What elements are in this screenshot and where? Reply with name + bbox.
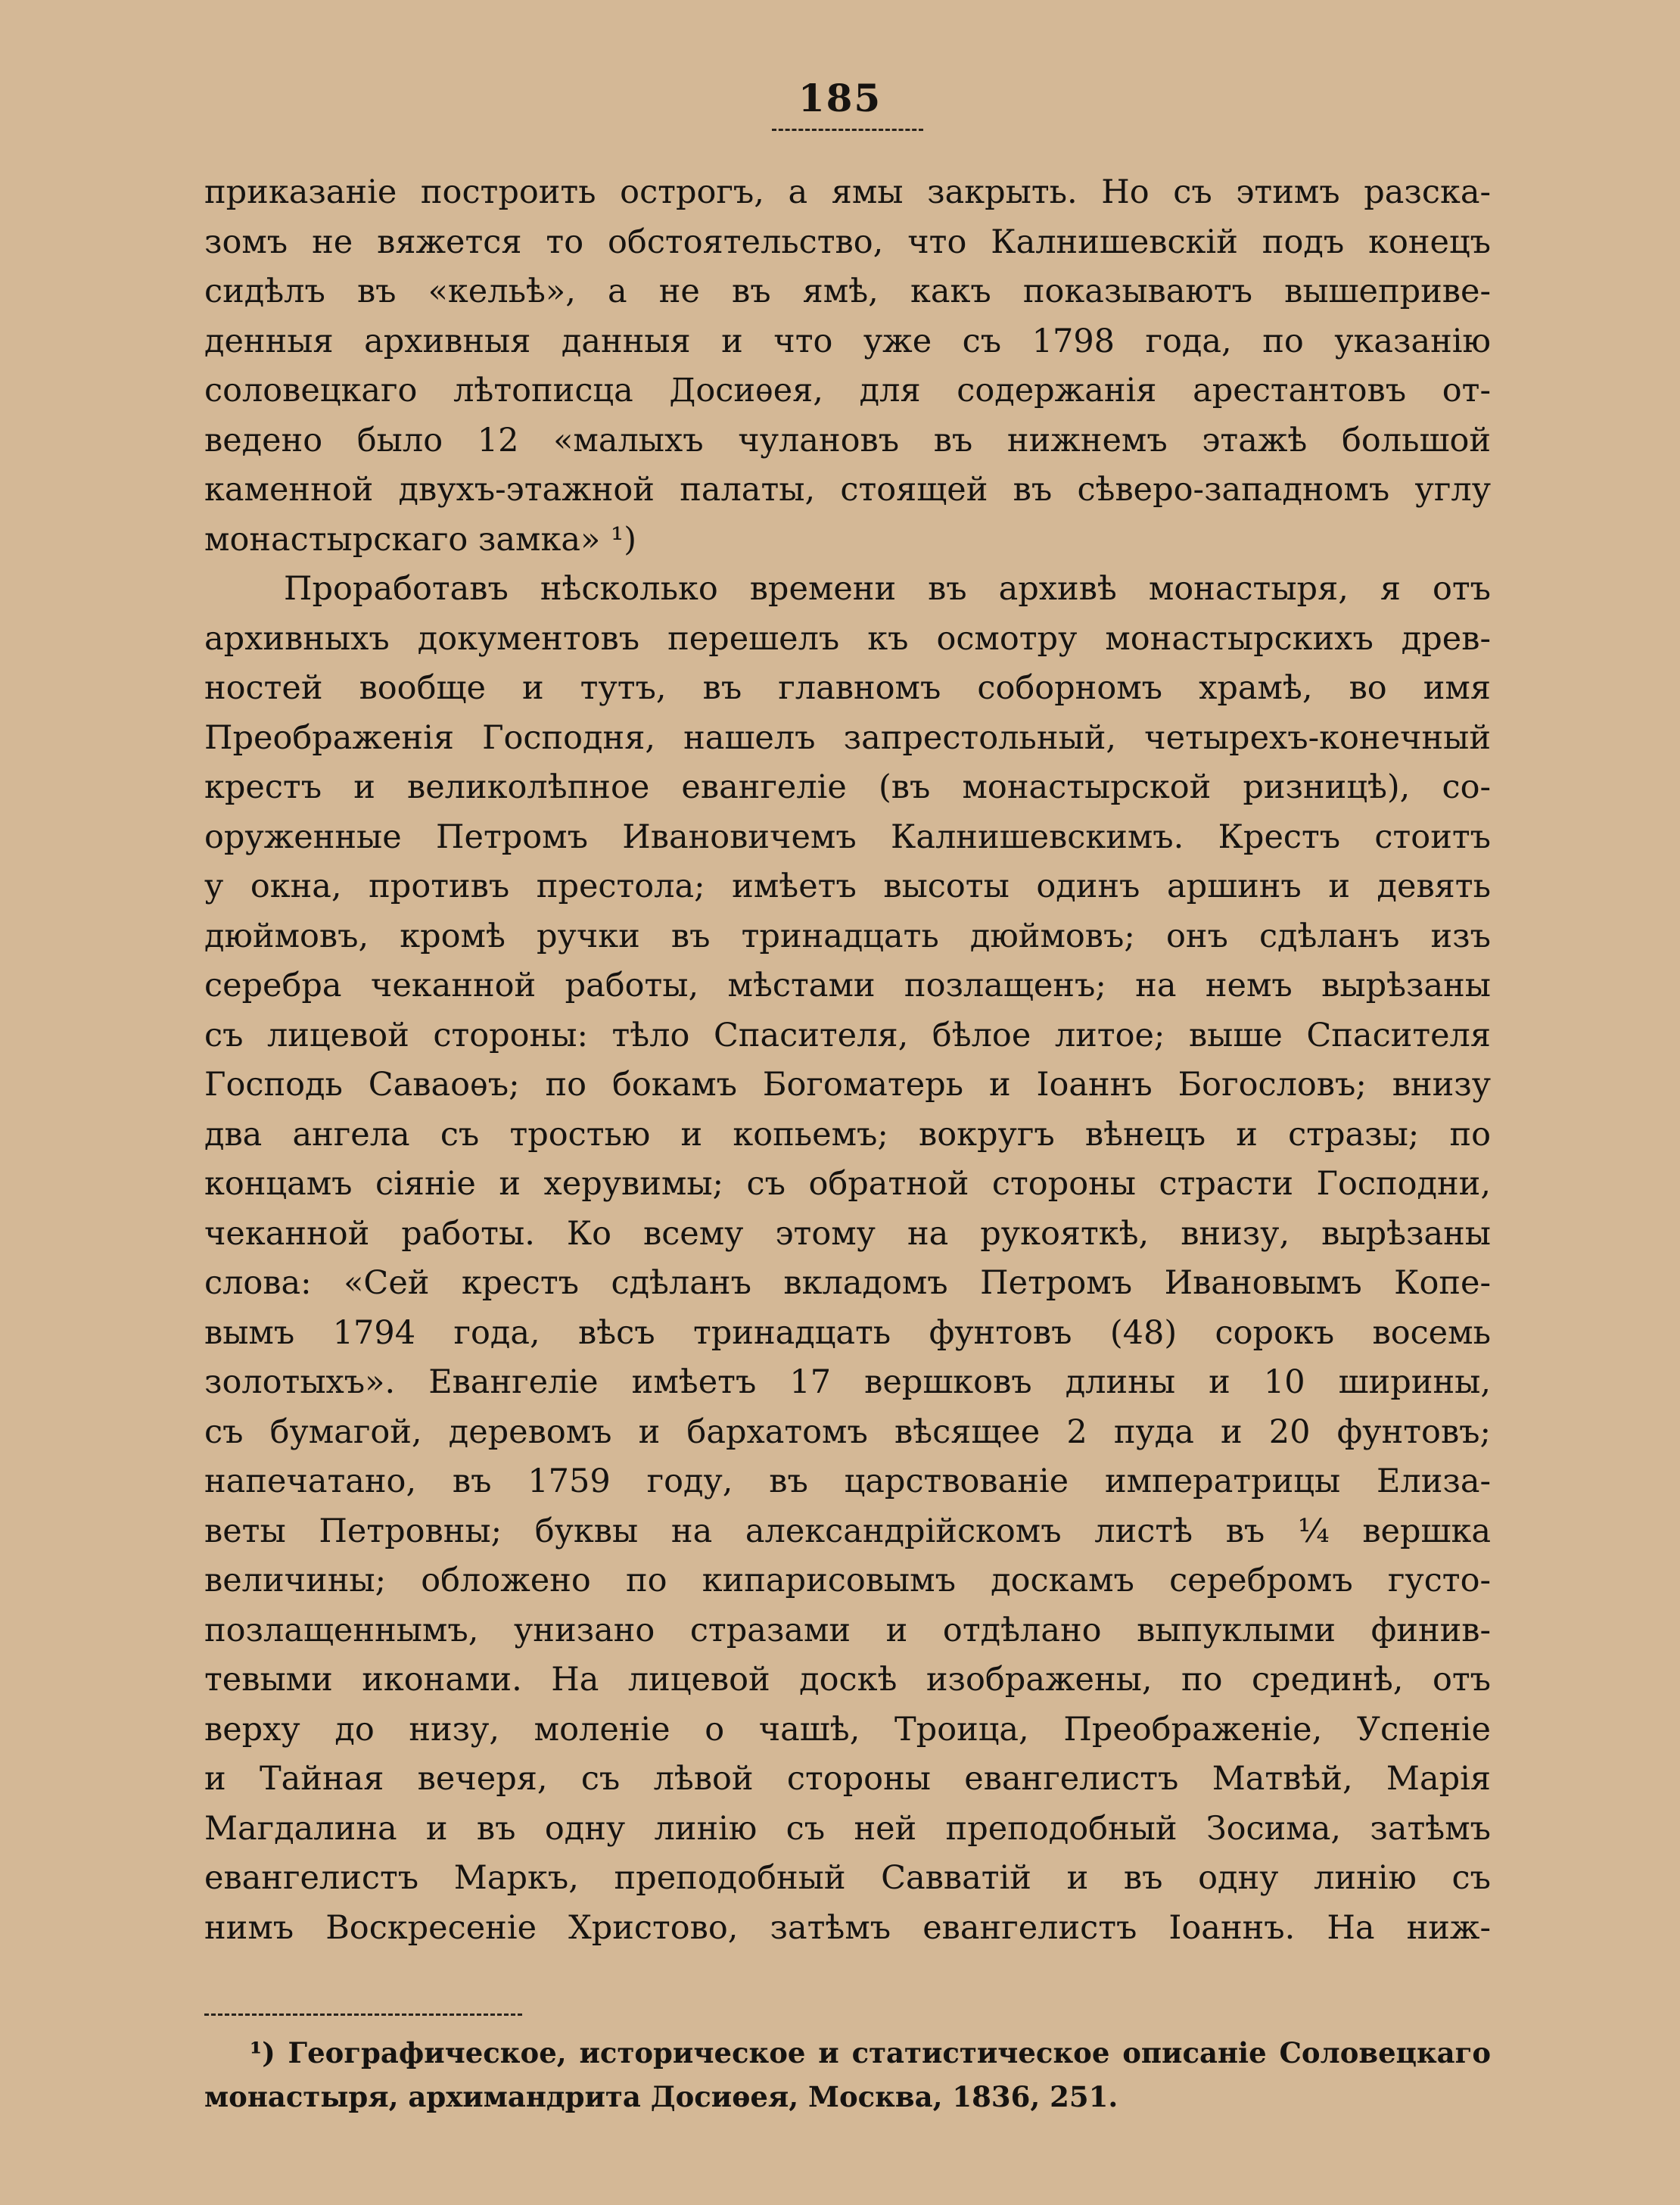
footnote-line: ¹) Географическое, историческое и статистическое описаніе Соловецкаго (250, 2036, 1491, 2070)
text-line: приказаніе построить острогъ, а ямы закрыть. Но съ этимъ разска- (204, 173, 1491, 211)
page-number: 185 (798, 76, 882, 120)
text-line: концамъ сіяніе и херувимы; съ обратной стороны страсти Господни, (204, 1165, 1491, 1203)
text-line: тевыми иконами. На лицевой доскѣ изображены, по срединѣ, отъ (204, 1661, 1491, 1699)
footnote-rule (204, 2013, 522, 2016)
text-line: чеканной работы. Ко всему этому на рукояткѣ, внизу, вырѣзаны (204, 1214, 1491, 1253)
text-line: серебра чеканной работы, мѣстами позлащенъ; на немъ вырѣзаны (204, 967, 1491, 1004)
text-line: Преображенія Господня, нашелъ запрестольный, четырехъ-конечный (204, 718, 1491, 757)
text-line: ведено было 12 «малыхъ чулановъ въ нижнемъ этажѣ большой (204, 421, 1491, 459)
text-line: у окна, противъ престола; имѣетъ высоты одинъ аршинъ и девять (204, 867, 1491, 905)
text-line: вымъ 1794 года, вѣсъ тринадцать фунтовъ (48) сорокъ восемь (204, 1313, 1491, 1352)
text-line: нимъ Воскресеніе Христово, затѣмъ евангелистъ Іоаннъ. На ниж- (204, 1908, 1491, 1947)
text-line: веты Петровны; буквы на александрійскомъ листѣ въ ¼ вершка (204, 1512, 1491, 1550)
text-line: сидѣлъ въ «кельѣ», а не въ ямѣ, какъ показываютъ вышеприве- (204, 273, 1491, 310)
text-line: величины; обложено по кипарисовымъ доскамъ серебромъ густо- (204, 1562, 1491, 1599)
text-line: соловецкаго лѣтописца Досиѳея, для содержанія арестантовъ от- (204, 372, 1491, 410)
text-line: евангелистъ Маркъ, преподобный Савватій и въ одну линію съ (204, 1859, 1491, 1897)
paragraph-1 (204, 168, 1491, 565)
text-line: Магдалина и въ одну линію съ ней преподобный Зосима, затѣмъ (204, 1809, 1491, 1848)
text-line: архивныхъ документовъ перешелъ къ осмотру монастырскихъ древ- (204, 619, 1491, 658)
text-line: золотыхъ». Евангеліе имѣетъ 17 вершковъ длины и 10 ширины, (204, 1363, 1491, 1401)
footnote (204, 2031, 1491, 2119)
paragraph-2 (204, 565, 1491, 1953)
footnote-line: монастыря, архимандрита Досиѳея, Москва, 1836, 251. (204, 2080, 1118, 2113)
text-line: верху до низу, моленіе о чашѣ, Троица, Преображеніе, Успеніе (204, 1710, 1491, 1749)
text-line: крестъ и великолѣпное евангеліе (въ монастырской ризницѣ), со- (204, 768, 1491, 806)
text-line: каменной двухъ-этажной палаты, стоящей въ сѣверо-западномъ углу (204, 471, 1491, 509)
header-rule (772, 129, 923, 131)
text-line: слова: «Сей крестъ сдѣланъ вкладомъ Петромъ Ивановымъ Копе- (204, 1264, 1491, 1302)
text-line: два ангела съ тростью и копьемъ; вокругъ вѣнецъ и стразы; по (204, 1115, 1491, 1154)
text-line: ностей вообще и тутъ, въ главномъ соборномъ храмѣ, во имя (204, 669, 1491, 707)
text-line: съ лицевой стороны: тѣло Спасителя, бѣлое литое; выше Спасителя (204, 1016, 1491, 1054)
text-line: позлащеннымъ, унизано стразами и отдѣлано выпуклыми финив- (204, 1611, 1491, 1649)
main-text (204, 168, 1491, 1953)
text-line: зомъ не вяжется то обстоятельство, что Калнишевскій подъ конецъ (204, 223, 1491, 261)
text-line: Господь Саваоѳъ; по бокамъ Богоматерь и Іоаннъ Богословъ; внизу (204, 1066, 1491, 1104)
text-line: Проработавъ нѣсколько времени въ архивѣ монастыря, я отъ (284, 570, 1491, 608)
text-line: и Тайная вечеря, съ лѣвой стороны евангелистъ Матвѣй, Марія (204, 1760, 1491, 1798)
text-line: монастырскаго замка» ¹) (204, 520, 636, 559)
text-line: денныя архивныя данныя и что уже съ 1798 года, по указанію (204, 322, 1491, 360)
text-line: съ бумагой, деревомъ и бархатомъ вѣсящее 2 пуда и 20 фунтовъ; (204, 1412, 1491, 1451)
text-line: напечатано, въ 1759 году, въ царствованіе императрицы Елиза- (204, 1462, 1491, 1500)
text-line: дюймовъ, кромѣ ручки въ тринадцать дюймовъ; онъ сдѣланъ изъ (204, 917, 1491, 955)
text-line: оруженные Петромъ Ивановичемъ Калнишевскимъ. Крестъ стоитъ (204, 818, 1491, 856)
